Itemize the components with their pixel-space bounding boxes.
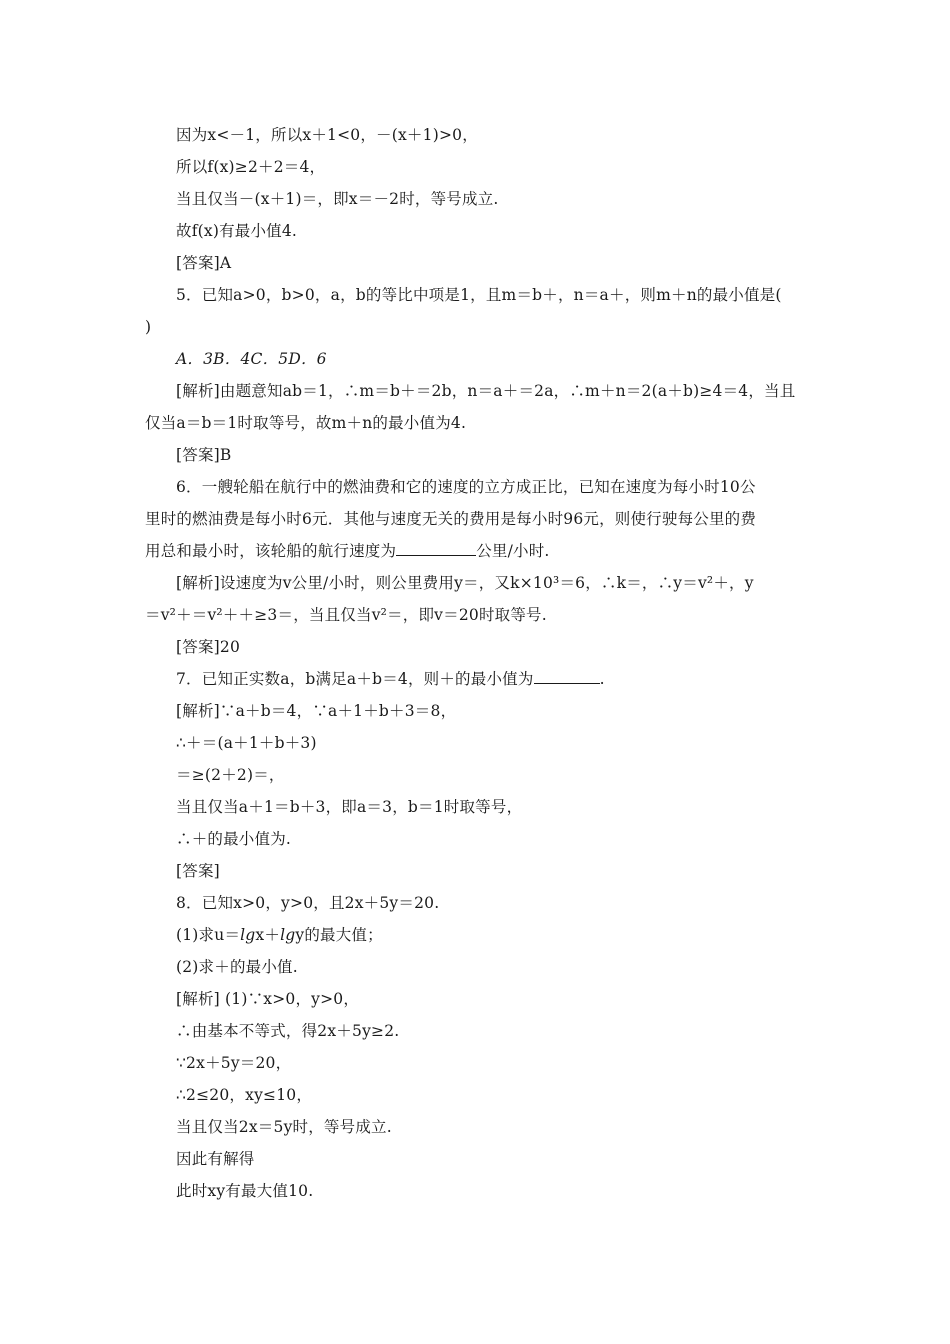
sub-question-2: (2)求＋的最小值. xyxy=(176,958,298,976)
text-line: ＝≥(2＋2)＝， xyxy=(176,766,285,784)
analysis-line: [解析] (1)∵x>0，y>0， xyxy=(176,990,360,1008)
text-line: ∴2≤20，xy≤10， xyxy=(176,1086,313,1104)
text-line: 里时的燃油费是每小时6元．其他与速度无关的费用是每小时96元，则使行驶每公里的费 xyxy=(145,510,757,528)
text-line: 故f(x)有最小值4. xyxy=(176,222,298,240)
question-8: 8．已知x>0，y>0，且2x＋5y＝20. xyxy=(176,894,440,912)
text-line: ∴＋的最小值为. xyxy=(176,830,292,848)
text-line: 因此有解得 xyxy=(176,1150,255,1168)
fill-in-blank xyxy=(396,541,476,556)
analysis-line: [解析]设速度为v公里/小时，则公里费用y＝，又k×10³＝6，∴k＝，∴y＝v²＋，y xyxy=(176,574,754,592)
sub-question-1 xyxy=(176,925,383,945)
text-segment: y的最大值； xyxy=(295,926,383,944)
text-segment: 用总和最小时，该轮船的航行速度为 xyxy=(145,542,397,560)
analysis-line: [解析]由题意知ab＝1，∴m＝b＋＝2b，n＝a＋＝2a，∴m＋n＝2(a＋b)≥4＝4，当且 xyxy=(176,382,796,400)
text-line: ＝v²＋＝v²＋＋≥3＝，当且仅当v²＝，即v＝20时取等号. xyxy=(145,606,547,624)
text-segment: (1)求u＝ xyxy=(176,926,241,944)
choice-options: A．3B．4C．5D．6 xyxy=(176,350,327,368)
text-line: ) xyxy=(145,318,152,336)
text-line xyxy=(145,541,550,561)
text-segment: . xyxy=(599,670,605,688)
question-5: 5．已知a>0，b>0，a，b的等比中项是1，且m＝b＋，n＝a＋，则m＋n的最小值是( xyxy=(176,286,782,304)
text-line: 当且仅当a＋1＝b＋3，即a＝3，b＝1时取等号， xyxy=(176,798,523,816)
answer-label: [答案] xyxy=(176,862,220,880)
answer-label: [答案]A xyxy=(176,254,232,272)
text-line: 当且仅当－(x＋1)＝，即x＝－2时，等号成立. xyxy=(176,190,499,208)
text-line: 此时xy有最大值10. xyxy=(176,1182,314,1200)
question-7 xyxy=(176,669,605,689)
text-segment: 7．已知正实数a，b满足a＋b＝4，则＋的最小值为 xyxy=(176,670,534,688)
text-line: ∴＋＝(a＋1＋b＋3) xyxy=(176,734,317,752)
analysis-line: [解析]∵a＋b＝4，∵a＋1＋b＋3＝8， xyxy=(176,702,457,720)
text-segment: lg xyxy=(240,926,256,944)
text-line: ∵2x＋5y＝20， xyxy=(176,1054,292,1072)
text-segment: 公里/小时. xyxy=(476,542,550,560)
text-line: 仅当a＝b＝1时取等号，故m＋n的最小值为4. xyxy=(145,414,467,432)
answer-label: [答案]20 xyxy=(176,638,241,656)
text-line: 因为x<－1，所以x＋1<0，－(x＋1)>0， xyxy=(176,126,478,144)
text-line: 当且仅当2x＝5y时，等号成立. xyxy=(176,1118,392,1136)
text-segment: x＋ xyxy=(255,926,281,944)
question-6: 6．一艘轮船在航行中的燃油费和它的速度的立方成正比，已知在速度为每小时10公 xyxy=(176,478,756,496)
fill-in-blank xyxy=(534,669,600,684)
text-line: 所以f(x)≥2＋2＝4， xyxy=(176,158,326,176)
answer-label: [答案]B xyxy=(176,446,232,464)
text-line: ∴由基本不等式，得2x＋5y≥2. xyxy=(176,1022,400,1040)
text-segment: lg xyxy=(280,926,296,944)
